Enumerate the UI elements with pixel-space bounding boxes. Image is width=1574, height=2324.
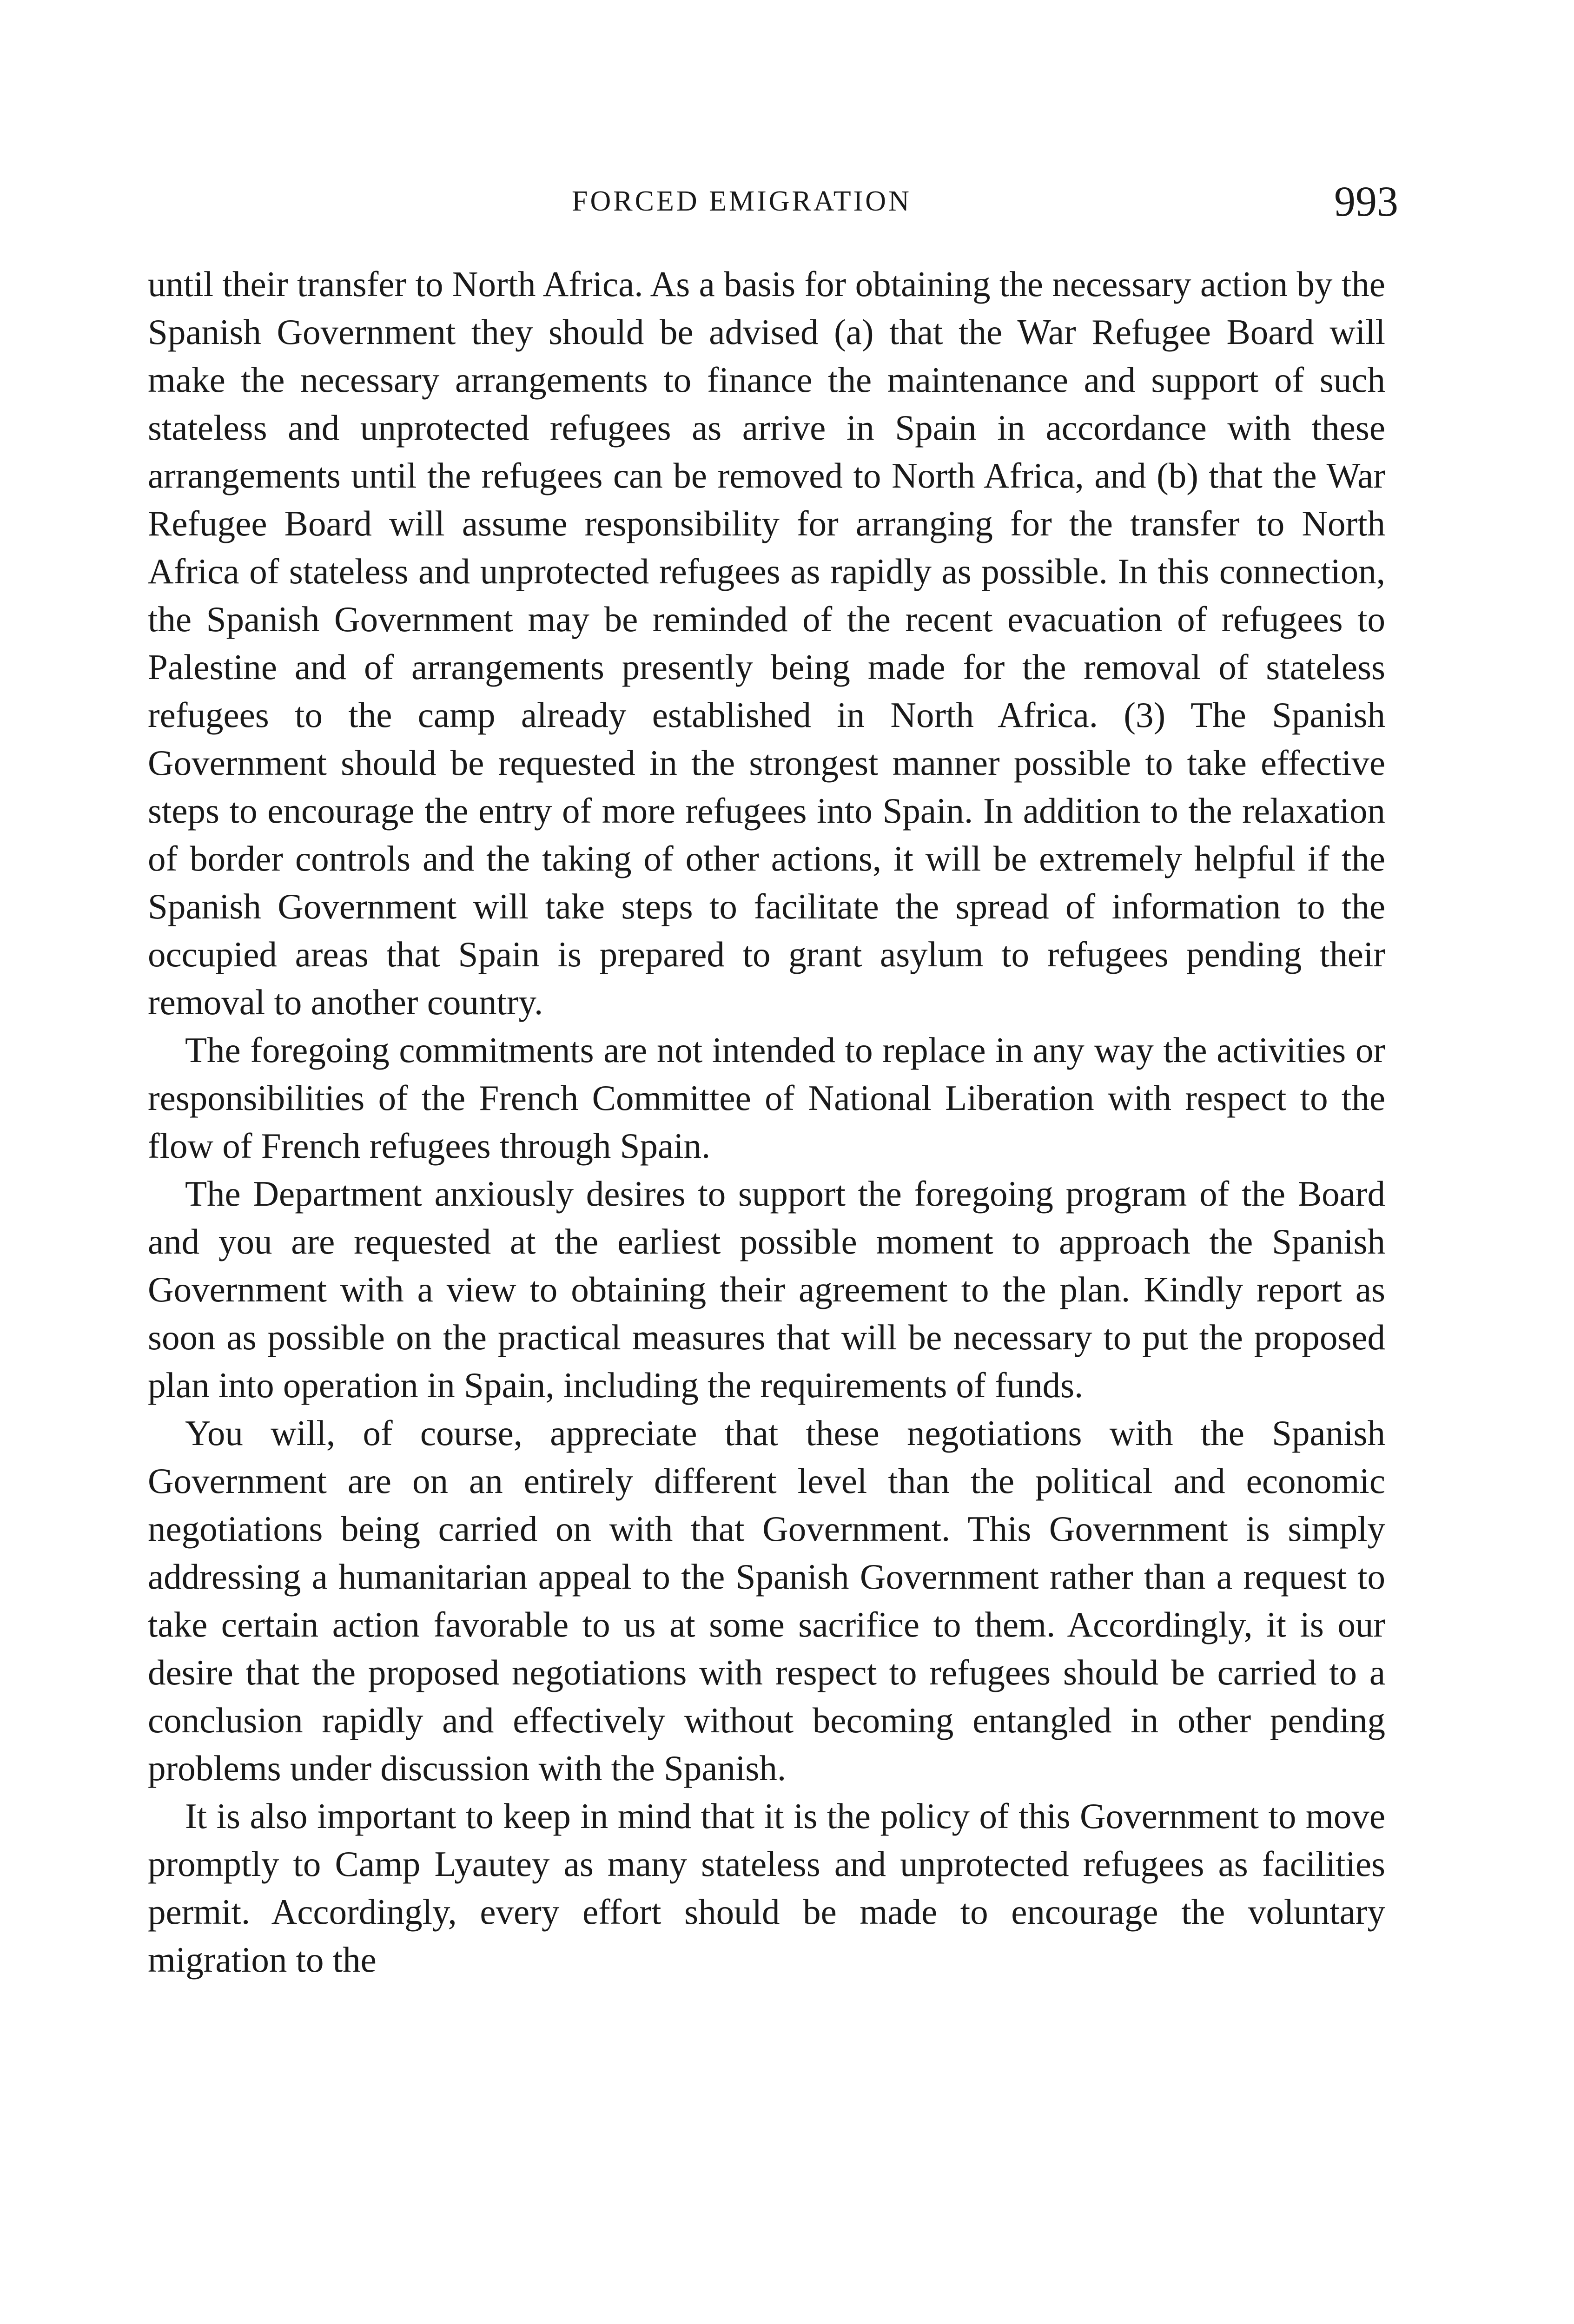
- paragraph-department-desires: The Department anxiously desires to support the foregoing program of the Board and you are requested at the earliest possible moment to approach the Spanish Government with a view to obtaining their agreement to the plan. Kindly report as soon as possible on the practical measures that will be necessary to put the proposed plan into operation in Spain, including the requirements of funds.: [148, 1174, 1385, 1405]
- paragraph-negotiations: You will, of course, appreciate that these negotiations with the Spanish Government are on an entirely different level than the political and economic negotiations being carried on with that Government. This Government is simply addressing a humanitarian appeal to the Spanish Government rather than a request to take certain action favorable to us at some sacrifice to them. Accordingly, it is our desire that the proposed negotiations with respect to refugees should be carried to a conclusion rapidly and effectively without becoming entangled in other pending problems under discussion with the Spanish.: [148, 1413, 1385, 1788]
- paragraph-foregoing-commitments: The foregoing commitments are not intended to replace in any way the activities or responsibilities of the French Committee of National Liberation with respect to the flow of French refugees through Spain.: [148, 1030, 1385, 1166]
- page-number: 993: [1334, 178, 1398, 225]
- running-title: FORCED EMIGRATION: [572, 185, 912, 217]
- page-header: [0, 177, 1574, 232]
- document-body: [148, 260, 1385, 1984]
- paragraph-camp-lyautey: It is also important to keep in mind that it is the policy of this Government to move promptly to Camp Lyautey as many stateless and unprotected refugees as facilities permit. Accordingly, every effort should be made to encourage the voluntary migration to the: [148, 1796, 1385, 1980]
- paragraph-continued: until their transfer to North Africa. As a basis for obtaining the necessary action by the Spanish Government they should be advised (a) that the War Refugee Board will make the necessary arrangements to finance the maintenance and support of such stateless and unprotected refugees as arrive in Spain in accordance with these arrangements until the refugees can be removed to North Africa, and (b) that the War Refugee Board will assume responsibility for arranging for the transfer to North Africa of stateless and unprotected refugees as rapidly as possible. In this connection, the Spanish Government may be reminded of the recent evacuation of refugees to Palestine and of arrangements presently being made for the removal of stateless refugees to the camp already established in North Africa. (3) The Spanish Government should be requested in the strongest manner possible to take effective steps to encourage the entry of more refugees into Spain. In addition to the relaxation of border controls and the taking of other actions, it will be extremely helpful if the Spanish Government will take steps to facilitate the spread of information to the occupied areas that Spain is prepared to grant asylum to refugees pending their removal to another country.: [148, 264, 1385, 1022]
